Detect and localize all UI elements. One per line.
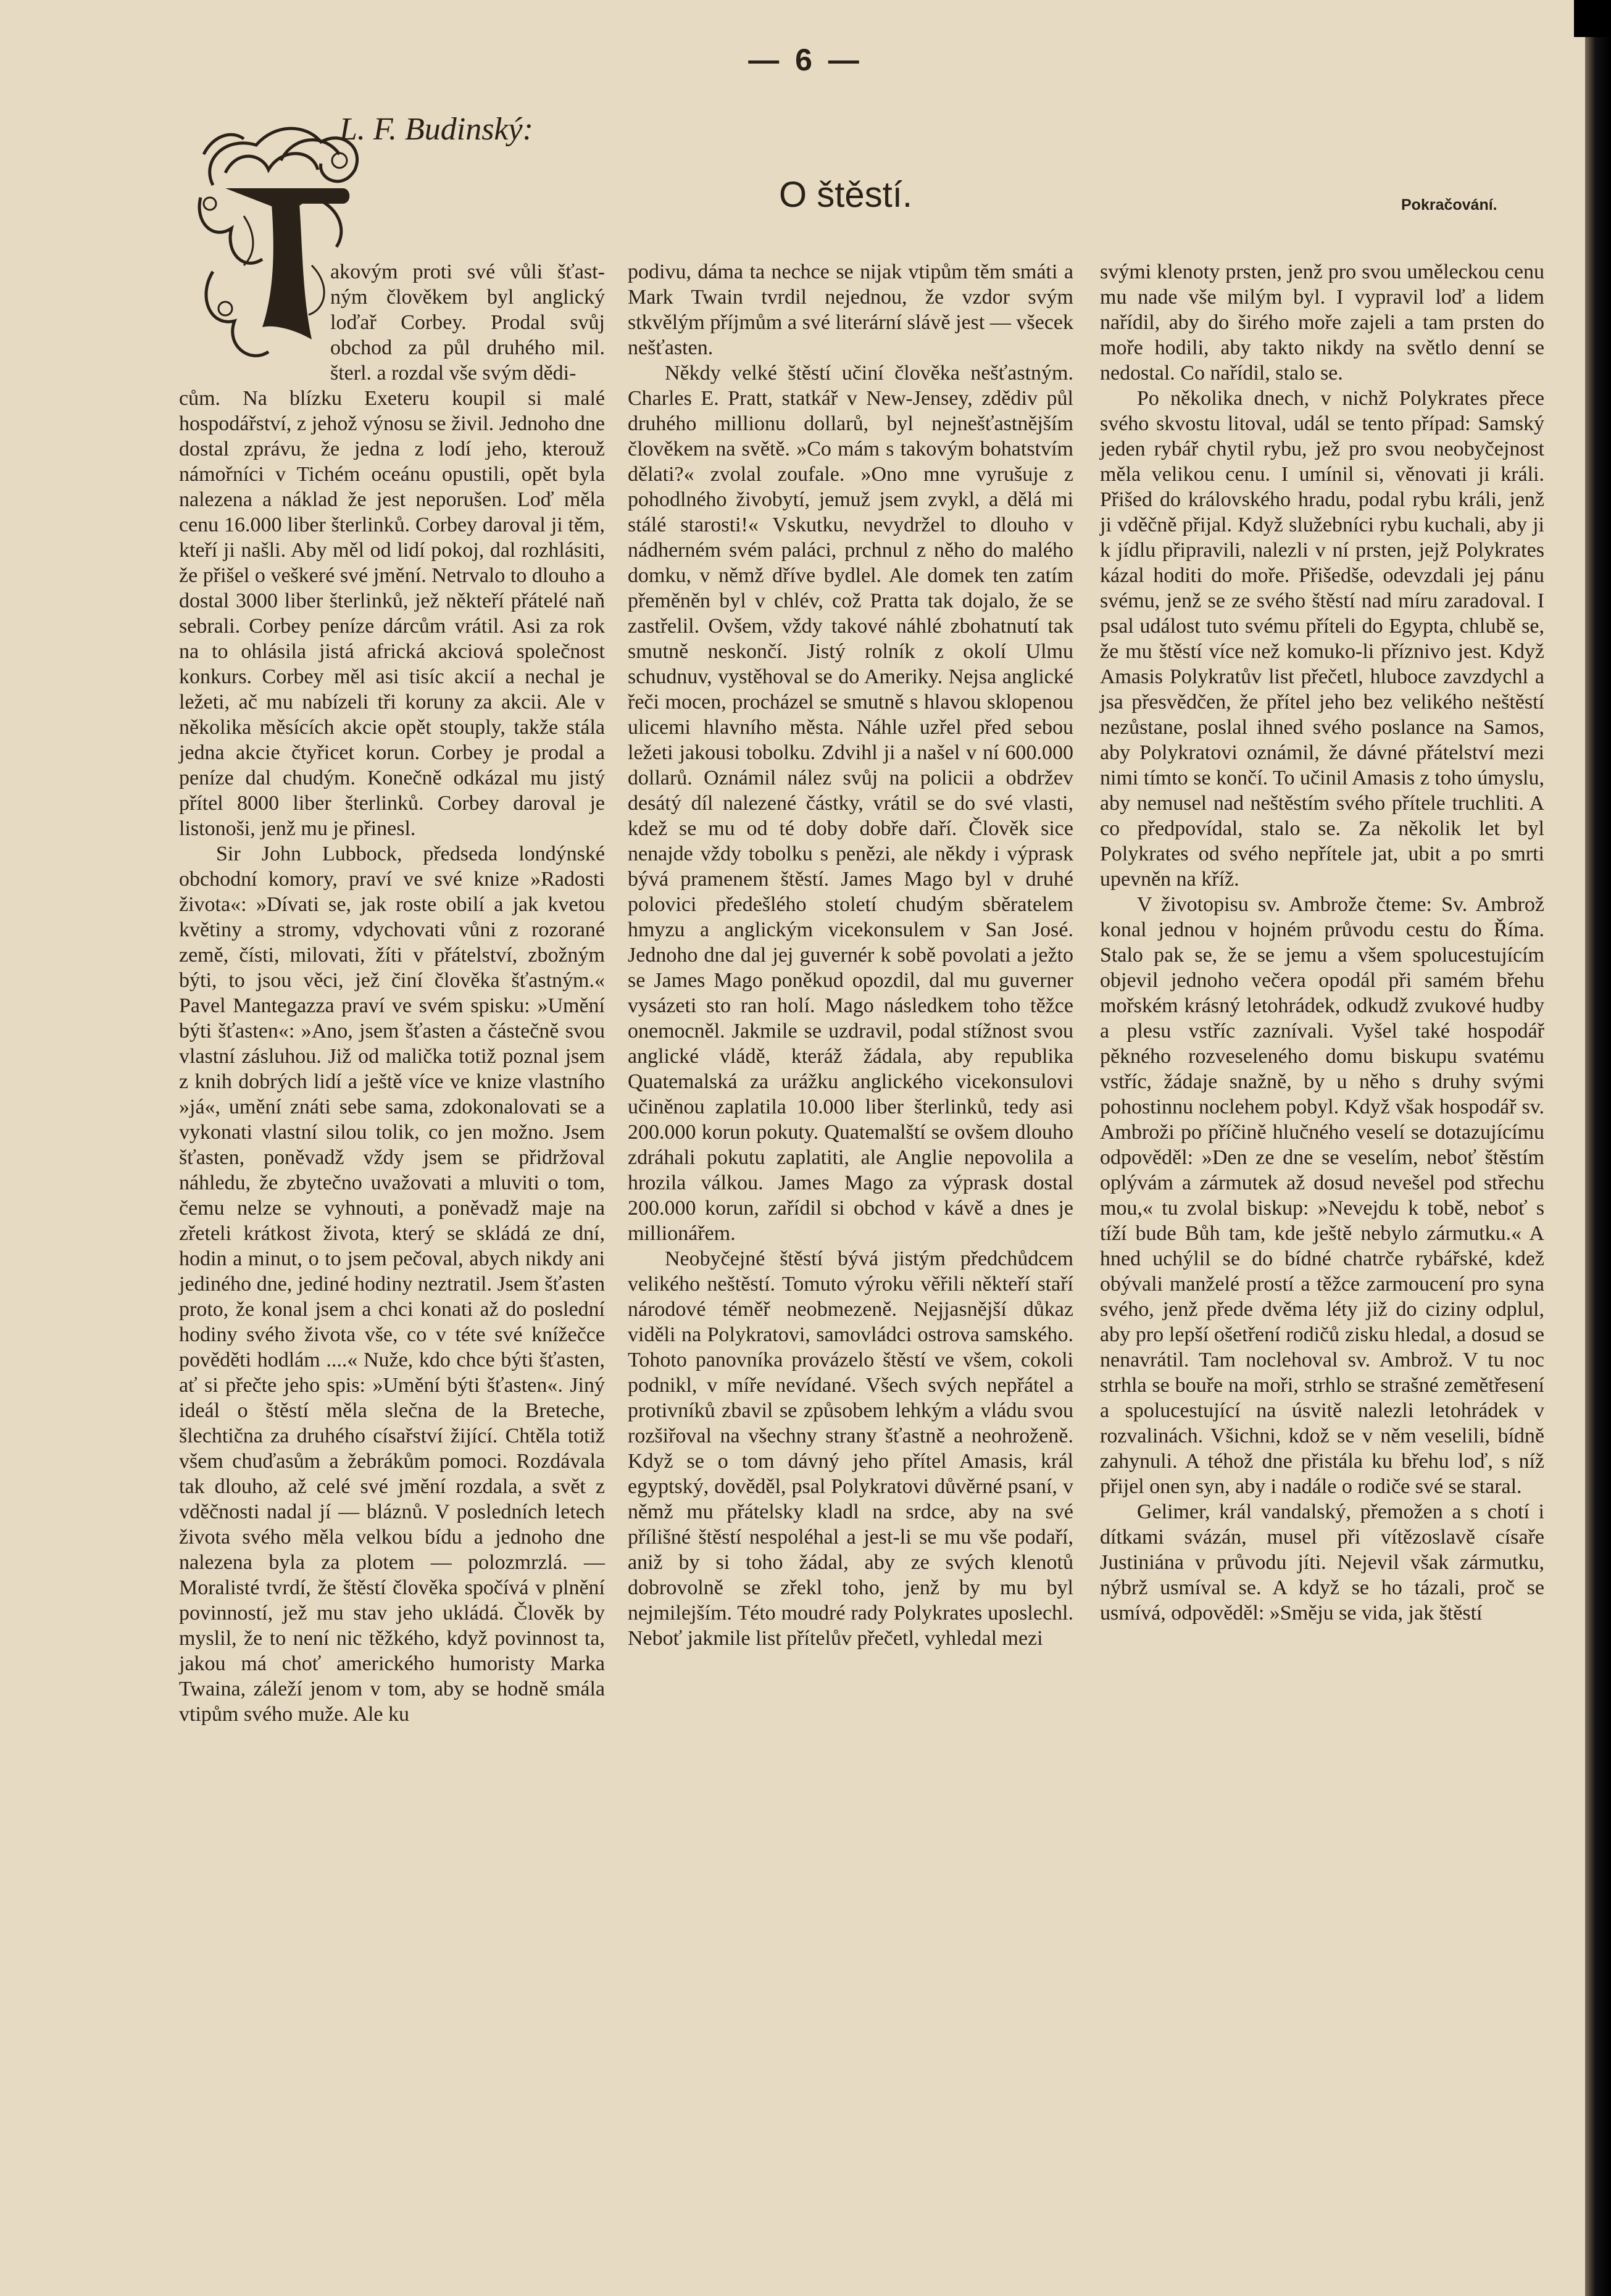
paragraph: cům. Na blízku Exeteru koupil si malé hospodářství, z jehož výnosu se živil. Jednoho dne dostal zprávu, že jedna z lodí jeho, kterouž námořníci v Tichém oceánu opustili, opět byla nalezena a náklad že jest neporušen. Loď měla cenu 16.000 liber šterlinků. Corbey daroval ji těm, kteří ji našli. Aby měl od lidí pokoj, dal rozhlásiti, že přišel o veškeré své jmění. Netrvalo to dlouho a dostal 3000 liber šterlinků, jež někteří přátelé naň sebrali. Corbey peníze dárcům vrátil. Asi za rok na to ohlásila jistá africká akciová společnost konkurs. Corbey měl asi tisíc akcií a nechal je ležeti, ač mu nabízeli tři koruny za akcii. Ale v několika měsících akcie opět stouply, takže stála jedna akcie čtyřicet korun. Corbey je prodal a peníze dal chudým. Konečně odkázal mu jistý přítel 8000 liber šterlinků. Corbey daroval je listonoši, jenž mu je přinesl. — [179, 387, 605, 840]
text-column-3 — [1100, 259, 1544, 1626]
text-column-2 — [628, 259, 1073, 1651]
author-name: L. F. Budinský: — [339, 112, 533, 147]
paragraph: V životopisu sv. Ambrože čteme: Sv. Ambrož konal jednou v hojném průvodu cestu do Říma. Stalo pak se, že se jemu a všem spolucestujícím objevil jednoho večera opodál při samém břehu mořském krásný letohrádek, odkudž zvukové hudby a plesu vstříc zaznívali. Vyšel také hospodář pěkného rozveseleného domu biskupu svatému vstříc, žádaje snažně, by u něho s druhy svými pohostinnu noclehem pobyl. Když však hospodář sv. Ambroži po příčině hlučného veselí se dotazujícímu odpověděl: »Den ze dne se veselím, neboť štěstím oplývám a zármutek až dosud nevešel pod střechu mou,« tu zvolal biskup: »Nevejdu k tobě, neboť s tíží bude Bůh tam, kde ještě nebylo zármutku.« A hned uchýlil se do bídné chatrče rybářské, kdež obývali manželé prostí a těžce zarmoucení pro syna svého, jenž přede dvěma léty již do ciziny odplul, aby pro lepší ošetření rodičů zisku hledal, a dosud se nenavrátil. Tam noclehoval sv. Ambrož. V tu noc strhla se bouře na moři, strhlo se strašné zemětřesení a spolucestující na úsvitě nalezli letohrádek v rozvalinách. Všichni, kdož se v něm veselili, bídně zahynuli. A téhož dne přistála ku břehu loď, s níž přijel onen syn, aby i nadále o rodiče své se staral. — [1100, 893, 1544, 1498]
continued-note: Pokračování. — [1401, 196, 1497, 214]
paragraph: svými klenoty prsten, jenž pro svou uměleckou cenu mu nade vše milým byl. I vypravil loď a lidem nařídil, aby do širého moře zajeli a tam prsten do moře hodili, aby takto nikdy na světlo denní se nedostal. Co nařídil, stalo se. — [1100, 260, 1544, 385]
page-corner-shadow — [1574, 0, 1611, 37]
page-binding-edge — [1585, 0, 1611, 2296]
page-number: — 6 — — [748, 43, 863, 77]
paragraph: Sir John Lubbock, předseda londýnské obchodní komory, praví ve své knize »Radosti života«: »Dívati se, jak roste obilí a jak kvetou květiny a stromy, vdychovati vůni z rozorané země, čísti, milovati, žíti v přátelství, zbožným býti, to jsou věci, jež činí člověka šťastným.« Pavel Mantegazza praví ve svém spisku: »Umění býti šťasten«: »Ano, jsem šťasten a částečně svou vlastní zásluhou. Již od malička totiž poznal jsem z knih dobrých lidí a ještě více ve knize vlastního »já«, umění znáti sebe sama, zdokonalovati se a vykonati vlastní silou tolik, co jen možno. Jsem šťasten, poněvadž vždy jsem se přidržoval náhledu, že zbytečno uvažovati a mluviti o tom, čemu nelze se vyhnouti, a poněvadž maje na zřeteli krátkost života, který se skládá ze dní, hodin a minut, o to jsem pečoval, abych nikdy ani jediného dne, jediné hodiny neztratil. Jsem šťasten proto, že konal jsem a chci konati až do poslední hodiny svého života vše, co v téte své knížečce pověděti hodlám ....« Nuže, kdo chce býti šťasten, ať si přečte jeho spis: »Umění býti šťasten«. Jiný ideál o štěstí měla slečna de la Breteche, šlechtična za druhého císařství žijící. Chtěla totiž všem chuďasům a žebrákům pomoci. Rozdávala tak dlouho, až celé své jmění rozdala, a svět z vděčnosti nadal jí — bláznů. V posledních letech života svého měla velkou bídu a jednoho dne nalezena byla za plotem — polozmrzlá. — Moralisté tvrdí, že štěstí člověka spočívá v plnění povinností, jež mu stav jeho ukládá. Člověk by myslil, že to není nic těžkého, když povinnost ta, jakou má choť amerického humoristy Marka Twaina, záleží jenom v tom, aby se hodně smála vtipům svého muže. Ale ku — [179, 842, 605, 1726]
paragraph: Gelimer, král vandalský, přemožen a s chotí i dítkami svázán, musel při vítězoslavě císaře Justiniána v průvodu jíti. Nejevil však zármutku, nýbrž usmíval se. A když se ho tázali, proč se usmívá, odpověděl: »Směju se vida, jak štěstí — [1100, 1500, 1544, 1624]
paragraph: Někdy velké štěstí učiní člověka nešťastným. Charles E. Pratt, statkář v New-Jensey, zdědiv půl druhého millionu dollarů, byl nejnešťastnějším člověkem na světě. »Co mám s takovým bohatstvím dělati?« zvolal zoufale. »Ono mne vyrušuje z pohodlného živobytí, jemuž jsem zvykl, a dělá mi stálé starosti!« Vskutku, nevydržel to dlouho v nádherném svém paláci, prchnul z něho do malého domku, v němž dříve bydlel. Ale domek ten zatím přeměněn byl v chlév, což Pratta tak dojalo, že se zastřelil. Ovšem, vždy takové náhlé zbohatnutí tak smutně neskončí. Jistý rolník z okolí Ulmu schudnuv, vystěhoval se do Ameriky. Nejsa anglické řeči mocen, procházel se smutně s hlavou sklopenou ulicemi hlavního města. Náhle uzřel před sebou ležeti jakousi tobolku. Zdvihl ji a našel v ní 600.000 dollarů. Oznámil nález svůj na policii a obdržev desátý díl nalezené částky, vrátil se do své vlasti, kdež se mu od té doby dobře daří. Člověk sice nenajde vždy tobolku s penězi, ale někdy i výprask bývá pramenem štěstí. James Mago byl v druhé polovici předešlého století chudým sběratelem hmyzu a anglickým vicekonsulem v San José. Jednoho dne dal jej guvernér k sobě povolati a ježto se James Mago poněkud opozdil, dal mu guverner vysázeti sto ran holí. Mago následkem toho těžce onemocněl. Jakmile se uzdravil, podal stížnost svou anglické vládě, kteráž žádala, aby republika Quatemalská za urážku anglického vicekonsulovi učiněnou zaplatila 10.000 liber šterlinků, tedy asi 200.000 korun pokuty. Quatemalští se ovšem dlouho zdráhali pokutu zaplatiti, ale Anglie nepovolila a hrozila válkou. James Mago za výprask dostal 200.000 korun, zařídil si obchod v kávě a dnes je millionářem. — [628, 362, 1073, 1245]
paragraph: Neobyčejné štěstí bývá jistým předchůdcem velikého neštěstí. Tomuto výroku věřili někteří staří národové téměř neobmezeně. Nejjasnější důkaz viděli na Polykratovi, samovládci ostrova samského. Tohoto panovníka provázelo štěstí ve všem, cokoli podnikl, v míře nevídané. Všech svých nepřátel a protivníků zbavil se způsobem lehkým a vládu svou rozšiřoval na všechny strany šťastně a neohroženě. Když se o tom dávný jeho přítel Amasis, král egyptský, dověděl, psal Polykratovi důvěrné psaní, v němž mu přátelsky kladl na srdce, aby na své přílišné štěstí nespoléhal a jest-li se mu vše podaří, aniž by si toho žádal, aby ze svých klenotů dobrovolně se zřekl toho, jenž by mu byl nejmilejším. Této moudré rady Polykrates uposlechl. Neboť jakmile list přítelův přečetl, vyhledal mezi — [628, 1247, 1073, 1650]
text-column-1 — [179, 259, 605, 1727]
paragraph: Po několika dnech, v nichž Polykrates přece svého skvostu litoval, udál se tento případ: Samský jeden rybář chytil rybu, jež pro svou neobyčejnost měla velikou cenu. I umínil si, věnovati ji králi. Přišed do královského hradu, podal rybu králi, jenž ji vděčně přijal. Když služebníci rybu kuchali, aby ji k jídlu připravili, nalezli v ní prsten, jejž Polykrates kázal hoditi do moře. Přišedše, odevzdali jej pánu svému, jenž se ze svého štěstí nad míru zaradoval. I psal událost tuto svému příteli do Egypta, chlubě se, že mu štěstí více než komuko-li příznivo jest. Když Amasis Polykratův list přečetl, hluboce zavzdychl a jsa přesvědčen, že přítel jeho bez velikého neštěstí nezůstane, poslal ihned svého poslance na Samos, aby Polykratovi oznámil, že dávné přátelství mezi nimi tímto se končí. To učinil Amasis z toho úmyslu, aby nemusel nad neštěstím svého přítele truchliti. A co předpovídal, stalo se. Za několik let byl Polykrates od svého nepřítele jat, ubit a po smrti upevněn na kříž. — [1100, 387, 1544, 891]
paragraph: akovým proti své vůli šťast- ným člověkem byl anglický loďař Corbey. Prodal svůj obchod za půl druhého mil. šterl. a rozdal vše svým dědi- — [330, 260, 605, 385]
article-title: O štěstí. — [779, 175, 912, 215]
paragraph: podivu, dáma ta nechce se nijak vtipům těm smáti a Mark Twain tvrdil nejednou, že vzdor svým stkvělým příjmům a své literární slávě jest — všecek nešťasten. — [628, 260, 1073, 359]
